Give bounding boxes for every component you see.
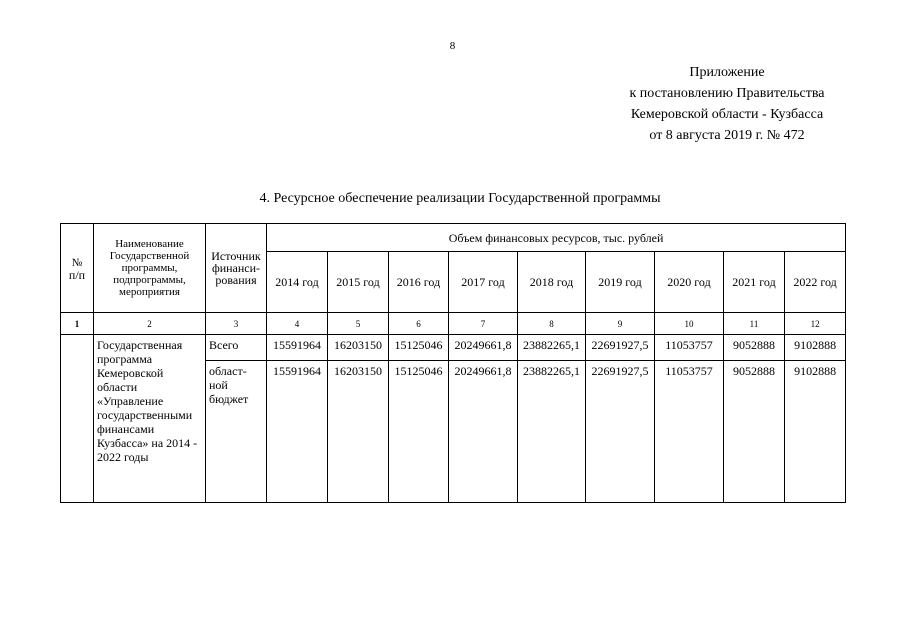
amount-cell: 9052888 <box>724 335 785 361</box>
column-number: 12 <box>785 313 846 335</box>
column-number: 11 <box>724 313 785 335</box>
amount-cell: 22691927,5 <box>586 335 655 361</box>
header-name: Наименование Государственной программы, подпрограммы, мероприятия <box>94 224 206 313</box>
year-header: 2015 год <box>328 252 389 313</box>
amount-cell: 20249661,8 <box>449 335 518 361</box>
year-header: 2014 год <box>267 252 328 313</box>
header-source: Источник финанси-рования <box>206 224 267 313</box>
appendix-block <box>560 62 894 146</box>
amount-cell: 15125046 <box>389 335 449 361</box>
header-volume: Объем финансовых ресурсов, тыс. рублей <box>267 224 846 252</box>
column-number: 8 <box>518 313 586 335</box>
year-header: 2019 год <box>586 252 655 313</box>
section-title: 4. Ресурсное обеспечение реализации Государственной программы <box>259 191 661 206</box>
appendix-line: к постановлению Правительства <box>629 86 825 101</box>
header-number <box>61 224 94 313</box>
year-header: 2018 год <box>518 252 586 313</box>
amount-cell: 23882265,1 <box>518 335 586 361</box>
amount-cell: 9102888 <box>785 361 846 503</box>
funding-source: област-ной бюджет <box>206 361 267 503</box>
appendix-line: Кемеровской области - Кузбасса <box>630 107 824 122</box>
amount-cell: 22691927,5 <box>586 361 655 503</box>
column-number: 4 <box>267 313 328 335</box>
column-number: 5 <box>328 313 389 335</box>
amount-cell: 16203150 <box>328 335 389 361</box>
appendix-line: Приложение <box>689 65 765 80</box>
funding-source: Всего <box>206 335 267 361</box>
year-header: 2022 год <box>785 252 846 313</box>
amount-cell: 16203150 <box>328 361 389 503</box>
amount-cell: 9052888 <box>724 361 785 503</box>
amount-cell: 9102888 <box>785 335 846 361</box>
year-header: 2016 год <box>389 252 449 313</box>
year-header: 2017 год <box>449 252 518 313</box>
amount-cell: 11053757 <box>655 361 724 503</box>
page-number: 8 <box>449 40 456 52</box>
row-number-cell <box>61 335 94 503</box>
column-number: 7 <box>449 313 518 335</box>
resource-table <box>60 223 846 503</box>
amount-cell: 15591964 <box>267 361 328 503</box>
column-number: 2 <box>94 313 206 335</box>
header-number-abbr: п/п <box>68 267 86 282</box>
column-number: 10 <box>655 313 724 335</box>
amount-cell: 11053757 <box>655 335 724 361</box>
year-header: 2021 год <box>724 252 785 313</box>
column-number: 3 <box>206 313 267 335</box>
amount-cell: 15125046 <box>389 361 449 503</box>
header-number-sign: № <box>71 256 83 269</box>
column-number: 1 <box>61 313 94 335</box>
amount-cell: 23882265,1 <box>518 361 586 503</box>
year-header: 2020 год <box>655 252 724 313</box>
amount-cell: 15591964 <box>267 335 328 361</box>
amount-cell: 20249661,8 <box>449 361 518 503</box>
column-number: 6 <box>389 313 449 335</box>
program-name: Государственная программа Кемеровской области «Управление государственными финансами Кузбасса» на 2014 - 2022 годы <box>94 335 206 503</box>
appendix-line: от 8 августа 2019 г. № 472 <box>649 128 805 143</box>
column-number: 9 <box>586 313 655 335</box>
